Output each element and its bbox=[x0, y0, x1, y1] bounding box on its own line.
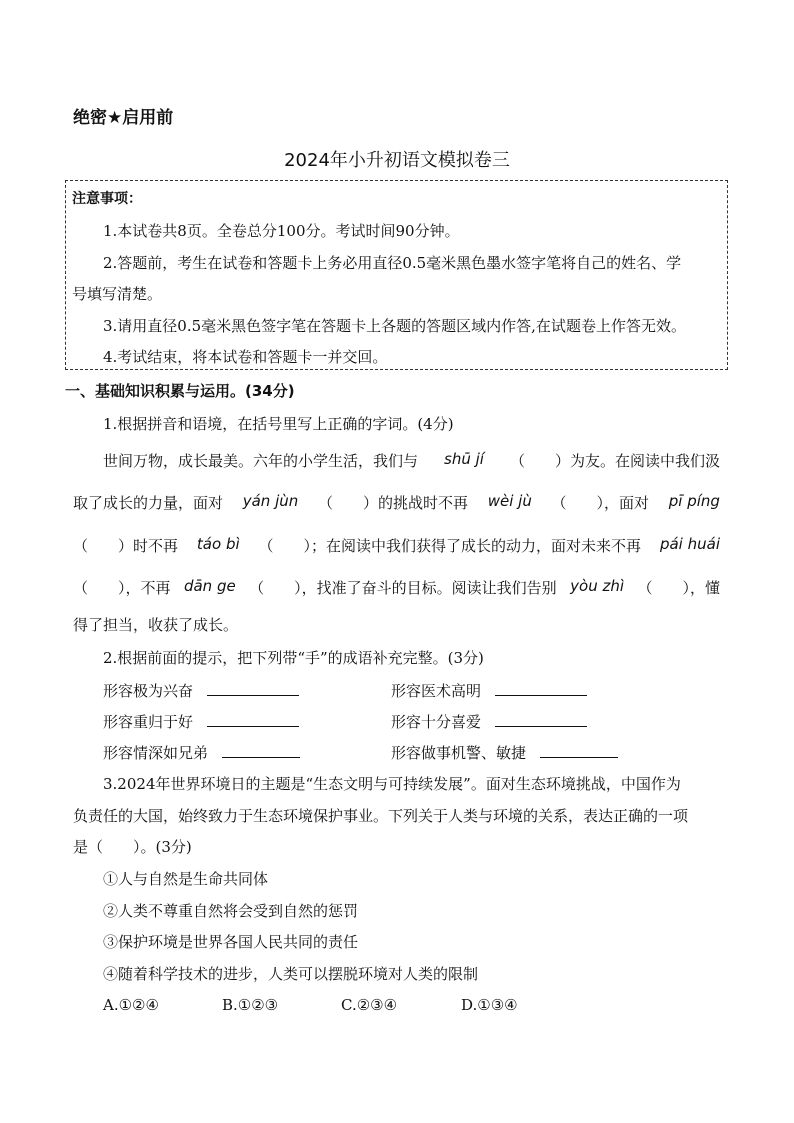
idiom-hint: 形容医术高明 bbox=[391, 682, 482, 700]
answer-blank[interactable] bbox=[495, 710, 587, 727]
confidential-label: 绝密★启用前 bbox=[73, 108, 174, 128]
pinyin-hint: yán jùn bbox=[242, 492, 299, 510]
notice-item: 2.答题前，考生在试卷和答题卡上务必用直径0.5毫米黑色墨水签字笔将自己的姓名、学 bbox=[103, 254, 682, 272]
passage-text: （ ）的挑战时不再 bbox=[317, 494, 468, 512]
notice-item: 号填写清楚。 bbox=[72, 285, 163, 303]
passage-text: （ ）为友。在阅读中我们汲 bbox=[509, 452, 720, 470]
pinyin-hint: dān ge bbox=[183, 577, 236, 595]
answer-blank[interactable] bbox=[207, 710, 299, 727]
pinyin-hint: yòu zhì bbox=[570, 577, 625, 595]
idiom-item bbox=[103, 710, 299, 732]
passage-text: 世间万物，成长最美。六年的小学生活，我们与 bbox=[103, 452, 419, 470]
idiom-hint: 形容十分喜爱 bbox=[391, 713, 482, 731]
question-3-prompt: 3.2024年世界环境日的主题是“生态文明与可持续发展”。面对生态环境挑战，中国作为 bbox=[103, 775, 681, 793]
statement: ④随着科学技术的进步，人类可以摆脱环境对人类的限制 bbox=[103, 965, 479, 983]
pinyin-hint: shū jí bbox=[444, 450, 484, 468]
passage-text: （ ），懂 bbox=[637, 579, 720, 597]
notice-heading: 注意事项： bbox=[72, 191, 142, 207]
question-3-prompt: 是（ ）。(3分) bbox=[73, 838, 192, 856]
notice-box bbox=[65, 180, 728, 370]
q1-line bbox=[73, 492, 720, 513]
q1-line: 得了担当，收获了成长。 bbox=[73, 616, 239, 634]
idiom-hint: 形容做事机警、敏捷 bbox=[391, 744, 527, 762]
section-heading: 一、基础知识积累与运用。(34分) bbox=[65, 382, 295, 400]
pinyin-hint: pī píng bbox=[668, 492, 720, 510]
passage-text: （ ）；在阅读中我们获得了成长的动力，面对未来不再 bbox=[258, 537, 642, 555]
notice-item: 1.本试卷共8页。全卷总分100分。考试时间90分钟。 bbox=[103, 222, 460, 240]
idiom-item bbox=[103, 679, 299, 701]
choice-option-a[interactable]: A.①②④ bbox=[103, 996, 159, 1014]
choice-option-b[interactable]: B.①②③ bbox=[222, 996, 279, 1014]
q1-line bbox=[73, 577, 720, 598]
statement: ①人与自然是生命共同体 bbox=[103, 870, 269, 888]
answer-blank[interactable] bbox=[540, 741, 618, 758]
question-1-prompt: 1.根据拼音和语境，在括号里写上正确的字词。(4分) bbox=[103, 415, 454, 433]
idiom-hint: 形容重归于好 bbox=[103, 713, 194, 731]
question-2-prompt: 2.根据前面的提示，把下列带“手”的成语补充完整。(3分) bbox=[103, 649, 484, 667]
idiom-hint: 形容极为兴奋 bbox=[103, 682, 194, 700]
notice-item: 4.考试结束，将本试卷和答题卡一并交回。 bbox=[103, 348, 388, 366]
answer-blank[interactable] bbox=[207, 679, 299, 696]
statement: ③保护环境是世界各国人民共同的责任 bbox=[103, 933, 359, 951]
idiom-item bbox=[391, 679, 587, 701]
answer-blank[interactable] bbox=[222, 741, 300, 758]
idiom-item bbox=[103, 741, 300, 763]
idiom-hint: 形容情深如兄弟 bbox=[103, 744, 209, 762]
pinyin-hint: táo bì bbox=[196, 535, 240, 553]
passage-text: （ ），找准了奋斗的目标。阅读让我们告别 bbox=[249, 579, 557, 597]
q1-line bbox=[73, 535, 720, 556]
question-3-prompt: 负责任的大国，始终致力于生态环境保护事业。下列关于人类与环境的关系，表达正确的一项 bbox=[73, 807, 689, 825]
statement: ②人类不尊重自然将会受到自然的惩罚 bbox=[103, 902, 359, 920]
pinyin-hint: wèi jù bbox=[487, 492, 532, 510]
q1-line bbox=[103, 450, 720, 471]
answer-blank[interactable] bbox=[495, 679, 587, 696]
idiom-item bbox=[391, 741, 618, 763]
passage-text: （ ），不再 bbox=[73, 579, 171, 597]
choice-option-d[interactable]: D.①③④ bbox=[461, 996, 518, 1014]
choice-option-c[interactable]: C.②③④ bbox=[341, 996, 398, 1014]
pinyin-hint: pái huái bbox=[659, 535, 720, 553]
notice-item: 3.请用直径0.5毫米黑色签字笔在答题卡上各题的答题区域内作答,在试题卷上作答无效。 bbox=[103, 317, 686, 335]
page-title: 2024年小升初语文模拟卷三 bbox=[284, 150, 510, 171]
passage-text: （ ），面对 bbox=[551, 494, 650, 512]
passage-text: （ ）时不再 bbox=[73, 537, 179, 555]
passage-text: 取了成长的力量，面对 bbox=[73, 494, 224, 512]
idiom-item bbox=[391, 710, 587, 732]
